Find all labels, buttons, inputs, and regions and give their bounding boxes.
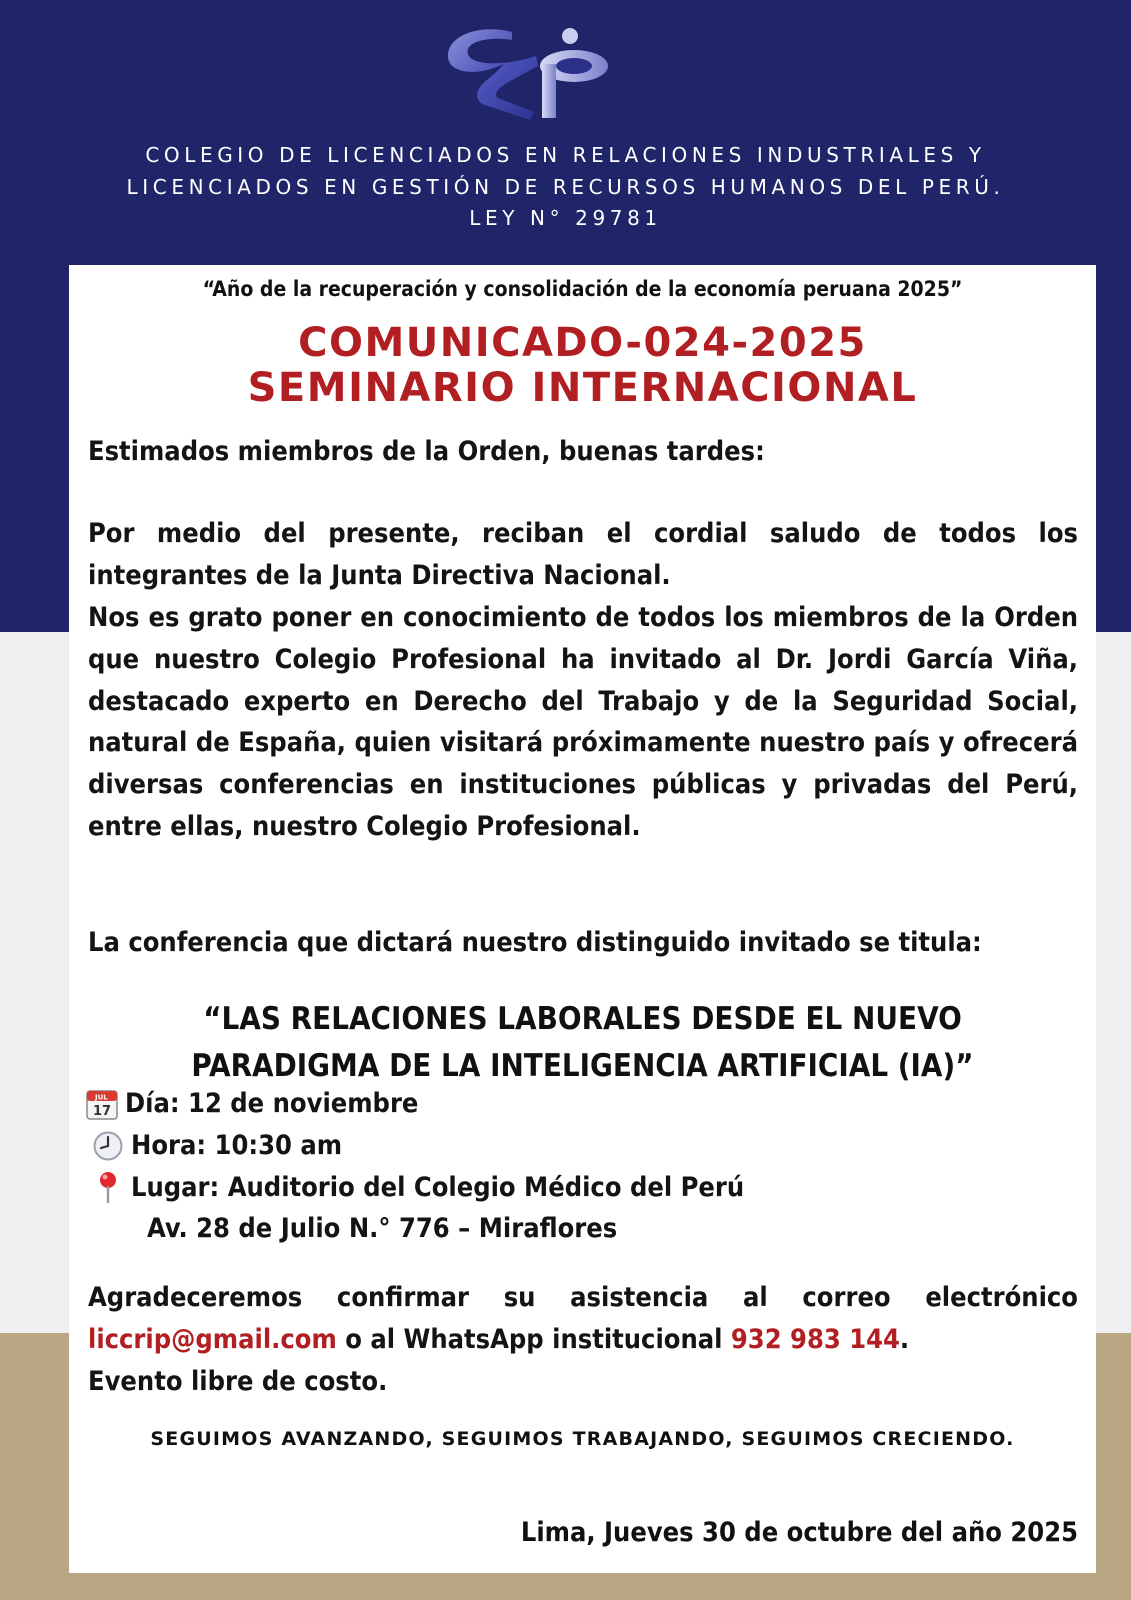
signoff-date: Lima, Jueves 30 de octubre del año 2025: [520, 1517, 1078, 1548]
talk-intro: La conferencia que dictará nuestro distinguido invitado se titula:: [88, 927, 982, 958]
email-link[interactable]: liccrip@gmail.com: [88, 1323, 337, 1355]
event-date-text: Día: 12 de noviembre: [125, 1088, 419, 1119]
event-details: [85, 1083, 1075, 1250]
event-date: [85, 1083, 1075, 1125]
title-line-2: SEMINARIO INTERNACIONAL: [247, 365, 918, 411]
logo-icon: [442, 24, 620, 124]
event-place: [85, 1167, 1075, 1209]
calendar-icon: [85, 1087, 119, 1121]
year-motto: “Año de la recuperación y consolidación de la economía peruana 2025”: [202, 277, 963, 301]
paragraph-2: Nos es grato poner en conocimiento de todos los miembros de la Orden que nuestro Colegio Profesional ha invitado al Dr. Jordi García Viña, destacado experto en Derecho del Trabajo y de la Seguridad Social, natural de España, quien visitará próximamente nuestro país y ofrecerá diversas conferencias en instituciones públicas y privadas del Perú, entre ellas, nuestro Colegio Profesional.: [88, 602, 1078, 842]
location-pin-icon: [91, 1170, 125, 1204]
greeting: Estimados miembros de la Orden, buenas tardes:: [88, 436, 765, 467]
clock-icon: [91, 1129, 125, 1163]
contact-text-end: .: [899, 1323, 910, 1355]
talk-title-line-1: “LAS RELACIONES LABORALES DESDE EL NUEVO: [203, 1001, 962, 1037]
event-address-text: Av. 28 de Julio N.° 776 – Miraflores: [147, 1213, 618, 1245]
title-line-1: COMUNICADO-024-2025: [298, 320, 867, 366]
contact-text-before: Agradeceremos confirmar su asistencia al correo electrónico: [88, 1282, 1078, 1313]
page-title: [69, 321, 1096, 411]
talk-title-line-2: PARADIGMA DE LA INTELIGENCIA ARTIFICIAL (IA)”: [191, 1048, 974, 1084]
free-event-note: Evento libre de costo.: [88, 1366, 388, 1397]
calendar-month-label: JUL: [95, 1093, 108, 1102]
event-place-text: Lugar: Auditorio del Colegio Médico del Perú: [131, 1171, 745, 1203]
calendar-day-label: 17: [93, 1103, 112, 1119]
contact-text-mid: o al WhatsApp institucional: [336, 1323, 731, 1355]
event-time: [85, 1125, 1075, 1167]
org-line-2: LICENCIADOS EN GESTIÓN DE RECURSOS HUMANOS DEL PERÚ.: [126, 174, 1005, 199]
event-address: [85, 1208, 1075, 1250]
document-card: [69, 265, 1096, 1573]
org-line-3: LEY N° 29781: [469, 206, 662, 230]
organization-name: [0, 140, 1131, 235]
whatsapp-number[interactable]: 932 983 144: [730, 1323, 900, 1355]
slogan: SEGUIMOS AVANZANDO, SEGUIMOS TRABAJANDO, SEGUIMOS CRECIENDO.: [150, 1428, 1015, 1450]
event-time-text: Hora: 10:30 am: [131, 1129, 343, 1161]
org-line-1: COLEGIO DE LICENCIADOS EN RELACIONES INDUSTRIALES Y: [145, 143, 986, 167]
contact-paragraph: [88, 1277, 1078, 1361]
paragraph-1: Por medio del presente, reciban el cordial saludo de todos los integrantes de la Junta Directiva Nacional.: [88, 518, 1078, 591]
talk-title: [69, 996, 1096, 1090]
